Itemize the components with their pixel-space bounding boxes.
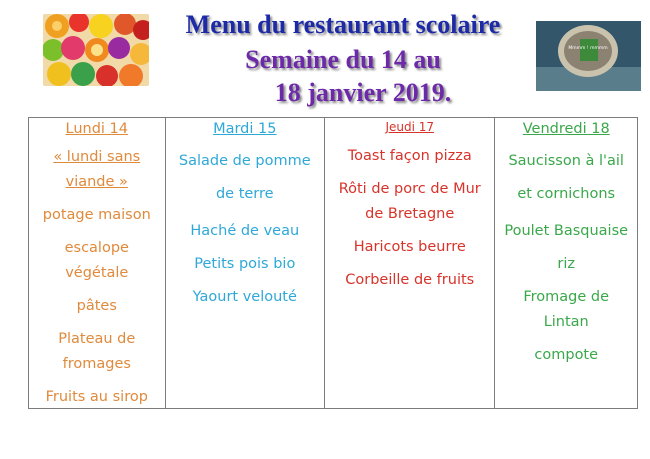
menu-item: escalope végétale <box>64 240 129 281</box>
menu-table <box>28 117 638 409</box>
menu-item: Rôti de porc de Mur de Bretagne <box>338 181 481 222</box>
jar-label-text: Mmmm ! mmmm <box>568 46 608 51</box>
fruits-image <box>43 14 149 86</box>
day-column-lundi <box>29 118 166 408</box>
day-label: Lundi 14 <box>65 121 129 137</box>
menu-item: compote <box>534 347 599 363</box>
day-column-vendredi <box>495 118 637 408</box>
jar-logo-image <box>536 21 641 91</box>
menu-item: Haché de veau <box>190 223 300 239</box>
menu-item: Petits pois bio <box>194 256 296 272</box>
menu-item: Yaourt velouté <box>192 289 297 305</box>
menu-item: « lundi sans viande » <box>53 149 141 190</box>
menu-item: Fromage de Lintan <box>523 289 610 330</box>
day-label: Vendredi 18 <box>522 121 610 137</box>
title-line-3: 18 janvier 2019. <box>274 78 452 107</box>
menu-item: Poulet Basquaise <box>504 223 629 239</box>
menu-item: Plateau de fromages <box>58 331 136 372</box>
menu-item: Corbeille de fruits <box>345 272 475 288</box>
menu-item: potage maison <box>42 207 151 223</box>
day-label: Jeudi 17 <box>385 120 435 134</box>
title-line-2: Semaine du 14 au <box>245 45 441 74</box>
menu-item: Saucisson à l'ail et cornichons <box>508 153 624 202</box>
menu-item: Salade de pomme de terre <box>178 153 311 202</box>
menu-item: pâtes <box>76 298 117 314</box>
day-column-jeudi <box>325 118 495 408</box>
menu-item: Haricots beurre <box>353 239 466 255</box>
menu-item: Toast façon pizza <box>347 148 472 164</box>
menu-header <box>0 0 650 118</box>
title-line-1: Menu du restaurant scolaire <box>185 10 501 39</box>
menu-item: riz <box>557 256 576 272</box>
day-label: Mardi 15 <box>213 121 277 137</box>
menu-item: Fruits au sirop <box>45 389 148 405</box>
day-column-mardi <box>166 118 325 408</box>
